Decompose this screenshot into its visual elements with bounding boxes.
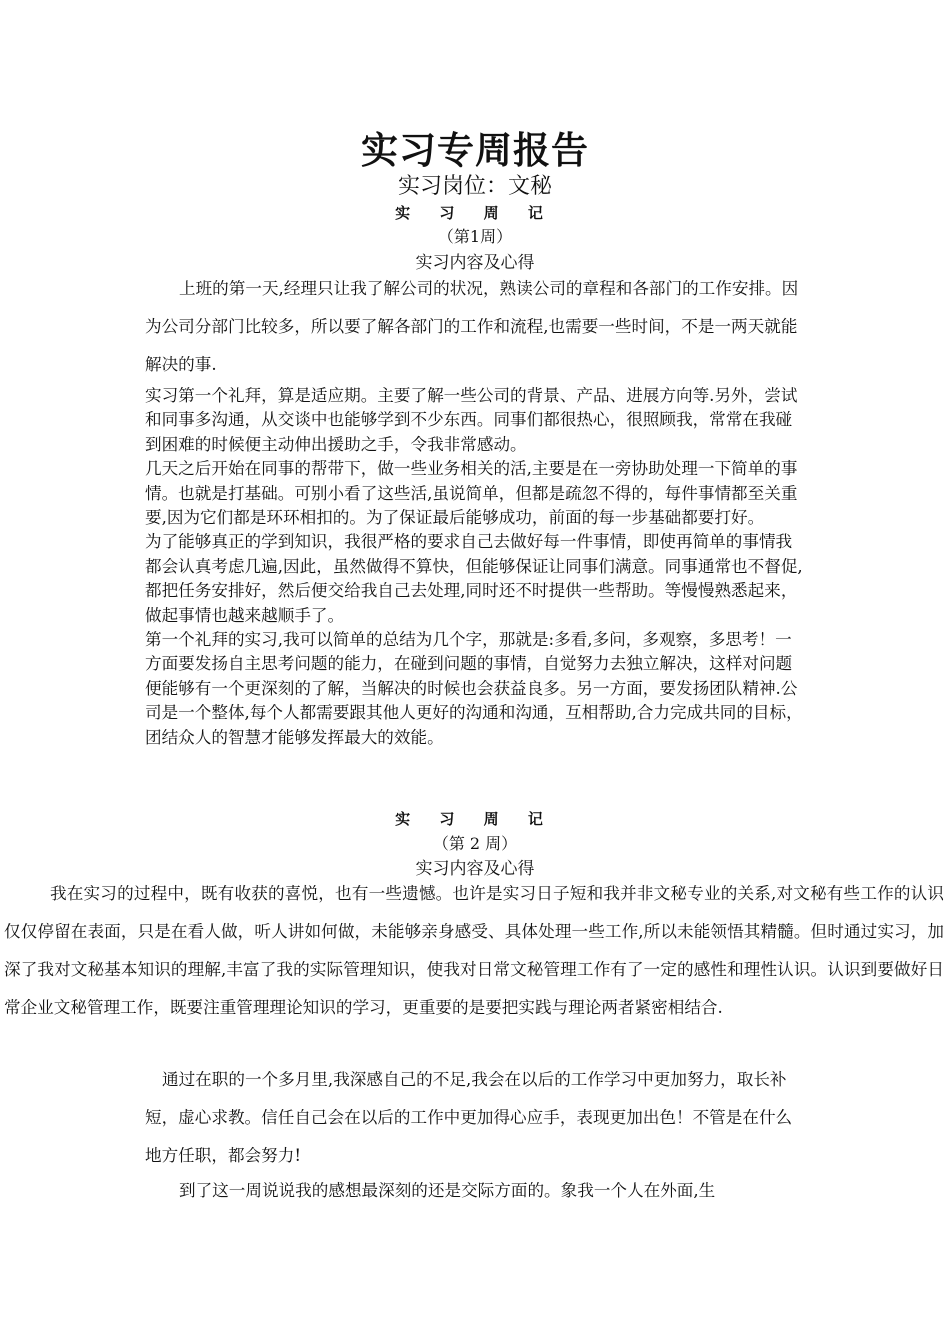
report-subtitle: 实习岗位：文秘 xyxy=(397,174,552,199)
week1-heading: 实 习 周 记 xyxy=(395,204,555,222)
week1-number: （第1周） xyxy=(437,227,513,246)
week1-section-title: 实习内容及心得 xyxy=(415,253,535,273)
week2-paragraph-3-block xyxy=(145,1172,807,1210)
week2-section-title: 实习内容及心得 xyxy=(415,859,535,879)
week1-intro-paragraph xyxy=(145,270,807,384)
week1-paragraph-4: 第一个礼拜的实习,我可以简单的总结为几个字，那就是:多看,多问，多观察，多思考！一方面要发扬自主思考问题的能力，在碰到问题的事情，自觉努力去独立解决，这样对问题便能够有一个更深刻的了解，当解决的时候也会获益良多。另一方面，要发扬团队精神.公司是一个整体,每个人都需要跟其他人更好的沟通和沟通，互相帮助,合力完成共同的目标，团结众人的智慧才能够发挥最大的效能。 xyxy=(145,630,803,747)
week2-paragraph-2: 通过在职的一个多月里,我深感自己的不足,我会在以后的工作学习中更加努力，取长补短，虚心求教。信任自己会在以后的工作中更加得心应手，表现更加出色！不管是在什么地方任职，都会努力! xyxy=(145,1070,793,1165)
week1-body xyxy=(145,384,807,750)
week1-paragraph-3: 为了能够真正的学到知识，我很严格的要求自己去做好每一件事情，即使再简单的事情我都会认真考虑几遍,因此，虽然做得不算快，但能够保证让同事们满意。同事通常也不督促,都把任务安排好，然后便交给我自己去处理,同时还不时提供一些帮助。等慢慢熟悉起来，做起事情也越来越顺手了。 xyxy=(145,532,803,625)
week2-number: （第 2 周） xyxy=(432,834,518,853)
week2-paragraph-2-block xyxy=(145,1061,807,1175)
report-title: 实习专周报告 xyxy=(361,128,589,172)
week2-paragraph-3: 到了这一周说说我的感想最深刻的还是交际方面的。象我一个人在外面,生 xyxy=(179,1181,716,1200)
week1-paragraph-1: 实习第一个礼拜，算是适应期。主要了解一些公司的背景、产品、进展方向等.另外，尝试和同事多沟通，从交谈中也能够学到不少东西。同事们都很热心，很照顾我，常常在我碰到困难的时候便主动伸出援助之手，令我非常感动。 xyxy=(145,386,798,454)
week1-paragraph-2: 几天之后开始在同事的帮带下，做一些业务相关的活,主要是在一旁协助处理一下简单的事情。也就是打基础。可别小看了这些活,虽说简单，但都是疏忽不得的，每件事情都至关重要,因为它们都是环环相扣的。为了保证最后能够成功，前面的每一步基础都要打好。 xyxy=(145,459,798,528)
week2-paragraph-1: 我在实习的过程中，既有收获的喜悦，也有一些遗憾。也许是实习日子短和我并非文秘专业的关系,对文秘有些工作的认识仅仅停留在表面，只是在看人做，听人讲如何做，未能够亲身感受、具体处理一些工作,所以未能领悟其精髓。但时通过实习，加深了我对文秘基本知识的理解,丰富了我的实际管理知识，使我对日常文秘管理工作有了一定的感性和理性认识。认识到要做好日常企业文秘管理工作，既要注重管理理论知识的学习，更重要的是要把实践与理论两者紧密相结合. xyxy=(4,884,944,1017)
week1-intro-text: 上班的第一天,经理只让我了解公司的状况，熟读公司的章程和各部门的工作安排。因为公司分部门比较多，所以要了解各部门的工作和流程,也需要一些时间，不是一两天就能解决的事. xyxy=(145,279,799,374)
week2-paragraph-1-block xyxy=(4,875,944,1027)
week2-heading: 实 习 周 记 xyxy=(395,810,555,828)
